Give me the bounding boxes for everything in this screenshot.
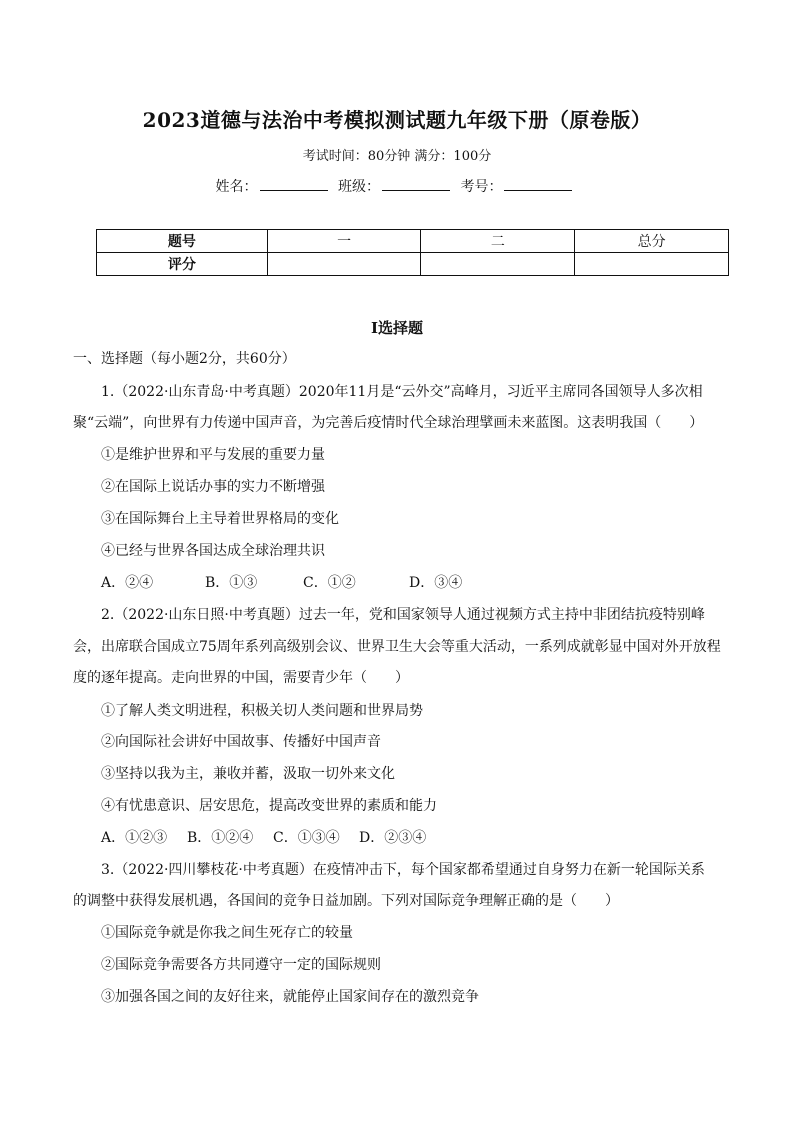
answer-options xyxy=(101,572,761,592)
class-blank[interactable] xyxy=(382,176,450,191)
score-entry-cell[interactable] xyxy=(267,253,421,276)
section-title: Ⅰ选择题 xyxy=(370,319,424,337)
answer-option[interactable]: A．②④ xyxy=(101,575,154,591)
score-table xyxy=(96,229,729,276)
question-item: ③在国际舞台上主导着世界格局的变化 xyxy=(101,511,339,527)
question-item: ④有忧患意识、居安思危，提高改变世界的素质和能力 xyxy=(101,798,437,814)
question-item: ②向国际社会讲好中国故事、传播好中国声音 xyxy=(101,734,381,750)
question-item: ①了解人类文明进程，积极关切人类问题和世界局势 xyxy=(101,703,423,719)
number-label: 考号： xyxy=(460,179,503,195)
part-heading: 一、选择题（每小题2分，共60分） xyxy=(73,351,296,367)
score-table-score-row xyxy=(97,253,729,276)
class-label: 班级： xyxy=(338,179,380,195)
answer-option[interactable]: C．①③④ xyxy=(273,830,340,846)
score-table-cell: 二 xyxy=(421,230,575,253)
student-info-row xyxy=(0,176,794,196)
question-stem: 3.（2022·四川攀枝花·中考真题）在疫情冲击下，每个国家都希望通过自身努力在新一轮国际关系 xyxy=(101,862,705,878)
score-table-cell: 评分 xyxy=(97,253,268,276)
score-table-cell: 题号 xyxy=(97,230,268,253)
question-item: ①是维护世界和平与发展的重要力量 xyxy=(101,447,325,463)
question-item: ②国际竞争需要各方共同遵守一定的国际规则 xyxy=(101,957,381,973)
answer-option[interactable]: D．③④ xyxy=(409,575,463,591)
question-stem: 的调整中获得发展机遇，各国间的竞争日益加剧。下列对国际竞争理解正确的是（ ） xyxy=(73,893,619,909)
question-stem: 度的逐年提高。走向世界的中国，需要青少年（ ） xyxy=(73,670,409,686)
score-table-cell: 一 xyxy=(267,230,421,253)
question-stem: 聚“云端”，向世界有力传递中国声音，为完善后疫情时代全球治理擘画未来蓝图。这表明我国（ ） xyxy=(73,415,704,431)
question-stem: 会，出席联合国成立75周年系列高级别会议、世界卫生大会等重大活动，一系列成就彰显中国对外开放程 xyxy=(73,639,721,655)
page-title: 2023道德与法治中考模拟测试题九年级下册（原卷版） xyxy=(142,108,652,132)
question-stem: 1.（2022·山东青岛·中考真题）2020年11月是“云外交”高峰月，习近平主席同各国领导人多次相 xyxy=(101,384,703,400)
score-entry-cell[interactable] xyxy=(421,253,575,276)
question-item: ②在国际上说话办事的实力不断增强 xyxy=(101,479,325,495)
question-stem: 2.（2022·山东日照·中考真题）过去一年，党和国家领导人通过视频方式主持中非团结抗疫特别峰 xyxy=(101,607,705,623)
score-entry-cell[interactable] xyxy=(575,253,729,276)
name-blank[interactable] xyxy=(260,176,328,191)
number-blank[interactable] xyxy=(504,176,572,191)
name-label: 姓名： xyxy=(215,179,258,195)
question-item: ③加强各国之间的友好往来，就能停止国家间存在的激烈竞争 xyxy=(101,989,479,1005)
answer-option[interactable]: A．①②③ xyxy=(101,830,168,846)
answer-option[interactable]: D．②③④ xyxy=(359,830,427,846)
score-table-header-row xyxy=(97,230,729,253)
score-table-cell: 总分 xyxy=(575,230,729,253)
answer-option[interactable]: C．①② xyxy=(303,575,356,591)
question-item: ①国际竞争就是你我之间生死存亡的较量 xyxy=(101,925,353,941)
answer-option[interactable]: B．①②④ xyxy=(187,830,254,846)
answer-options xyxy=(101,827,761,847)
exam-info: 考试时间：80分钟 满分：100分 xyxy=(302,149,492,164)
answer-option[interactable]: B．①③ xyxy=(205,575,258,591)
question-item: ③坚持以我为主，兼收并蓄，汲取一切外来文化 xyxy=(101,766,395,782)
question-item: ④已经与世界各国达成全球治理共识 xyxy=(101,543,325,559)
